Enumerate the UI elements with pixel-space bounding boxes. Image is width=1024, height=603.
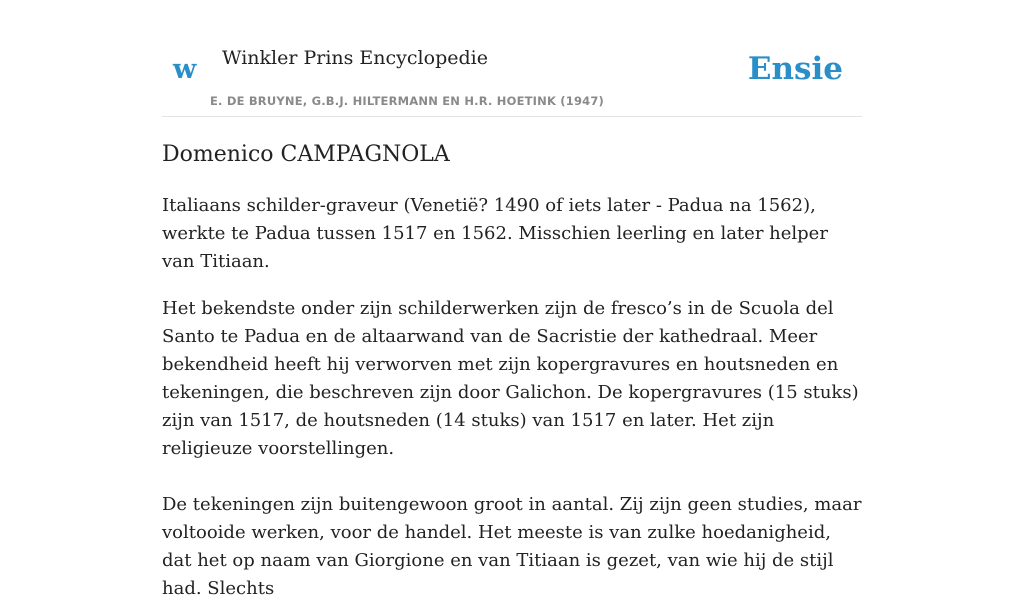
article-paragraph: De tekeningen zijn buitengewoon groot in aantal. Zij zijn geen studies, maar voltooide werken, voor de handel. Het meeste is van zulke hoedanigheid, dat het op naam van Giorgione en van Titiaan is gezet, van wie hij de stijl had. Slechts: [162, 494, 862, 599]
article-title: Domenico CAMPAGNOLA: [162, 142, 450, 167]
page: [162, 0, 862, 599]
article: [162, 136, 862, 603]
source-header: [162, 0, 862, 117]
article-paragraph: Italiaans schilder-graveur (Venetië? 1490 of iets later - Padua na 1562), werkte te Padua tussen 1517 en 1562. Misschien leerling en later helper van Titiaan.: [162, 195, 828, 272]
encyclopedia-logo-icon[interactable]: w: [173, 54, 197, 85]
article-paragraph: Het bekendste onder zijn schilderwerken zijn de fresco’s in de Scuola del Santo te Padua en de altaarwand van de Sacristie der kathedraal. Meer bekendheid heeft hij verworven met zijn kopergravures en houtsneden en tekeningen, die beschreven zijn door Galichon. De kopergravures (15 stuks) zijn van 1517, de houtsneden (14 stuks) van 1517 en later. Het zijn religieuze voorstellingen.: [162, 298, 859, 459]
ensie-logo-link[interactable]: Ensie: [747, 51, 843, 87]
source-title: Winkler Prins Encyclopedie: [222, 47, 488, 69]
source-authors: E. DE BRUYNE, G.B.J. HILTERMANN EN H.R. HOETINK (1947): [210, 94, 605, 108]
